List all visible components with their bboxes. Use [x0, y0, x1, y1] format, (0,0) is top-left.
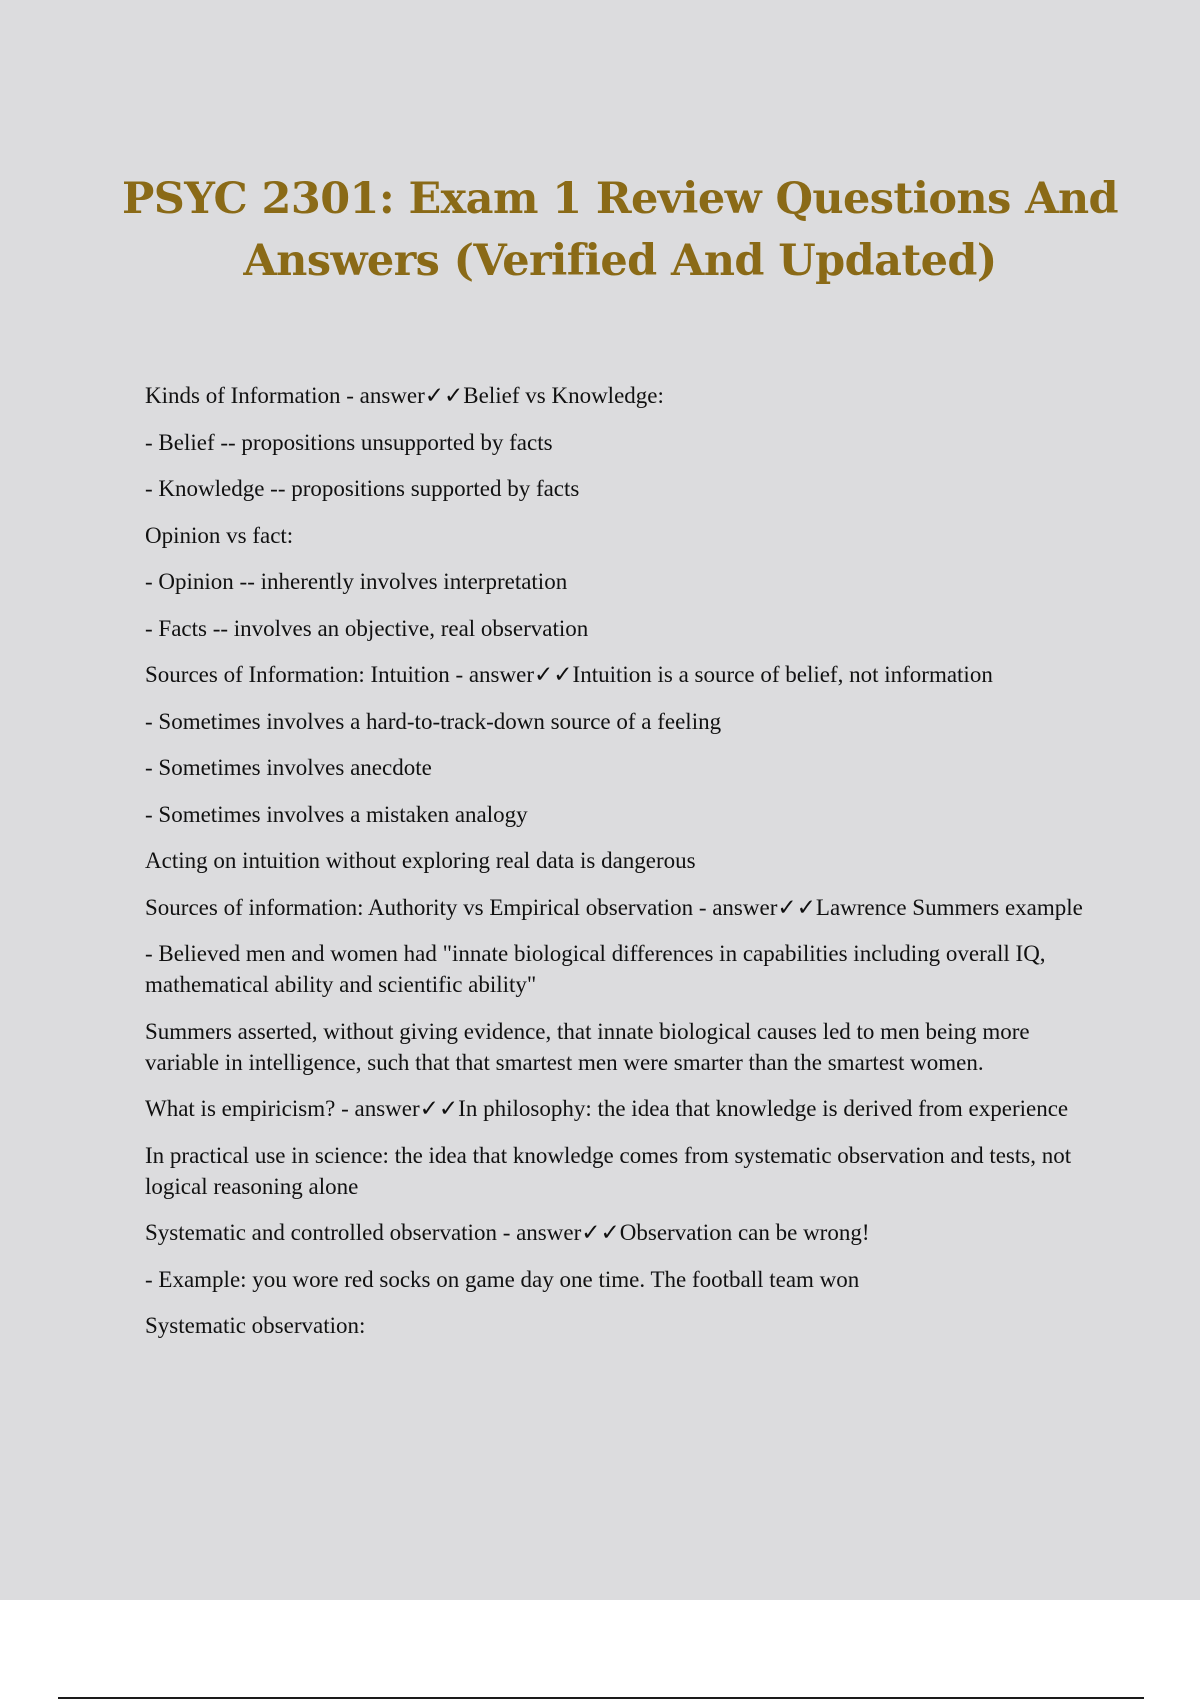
paragraph: Sources of Information: Intuition - answer✓✓Intuition is a source of belief, not information: [145, 662, 993, 687]
title-line-2: Answers (Verified And Updated): [243, 236, 997, 286]
document-title: [100, 168, 1140, 292]
paragraph: Opinion vs fact:: [145, 522, 294, 548]
paragraph: - Sometimes involves a hard-to-track-down source of a feeling: [145, 708, 722, 734]
paragraph: - Example: you wore red socks on game day one time. The football team won: [145, 1266, 860, 1292]
paragraph: Sources of information: Authority vs Empirical observation - answer✓✓Lawrence Summers example: [145, 894, 1083, 920]
paragraph: What is empiricism? - answer✓✓In philosophy: the idea that knowledge is derived from experience: [145, 1096, 1069, 1121]
paragraph: Systematic observation:: [145, 1313, 366, 1338]
paragraph: Systematic and controlled observation - answer✓✓Observation can be wrong!: [145, 1220, 870, 1245]
paragraph: - Facts -- involves an objective, real observation: [145, 615, 589, 641]
paragraph: - Knowledge -- propositions supported by facts: [145, 476, 580, 501]
bottom-divider: [58, 1697, 1144, 1699]
paragraph: - Belief -- propositions unsupported by facts: [145, 429, 553, 455]
paragraph: Kinds of Information - answer✓✓Belief vs Knowledge:: [145, 383, 664, 408]
paragraph: - Sometimes involves anecdote: [145, 755, 432, 780]
document-body: [145, 380, 1085, 1357]
title-line-1: PSYC 2301: Exam 1 Review Questions And: [122, 174, 1118, 224]
paragraph: Acting on intuition without exploring real data is dangerous: [145, 848, 696, 873]
paragraph: - Opinion -- inherently involves interpretation: [145, 569, 568, 594]
paragraph: Summers asserted, without giving evidence, that innate biological causes led to men being more variable in intelligence, such that that smartest men were smarter than the smartest women.: [145, 1018, 1030, 1075]
paragraph: - Sometimes involves a mistaken analogy: [145, 801, 528, 827]
paragraph: In practical use in science: the idea that knowledge comes from systematic observation and tests, not logical reasoning alone: [145, 1142, 1072, 1199]
paragraph: - Believed men and women had "innate biological differences in capabilities including overall IQ, mathematical ability and scientific ability": [145, 941, 1046, 997]
